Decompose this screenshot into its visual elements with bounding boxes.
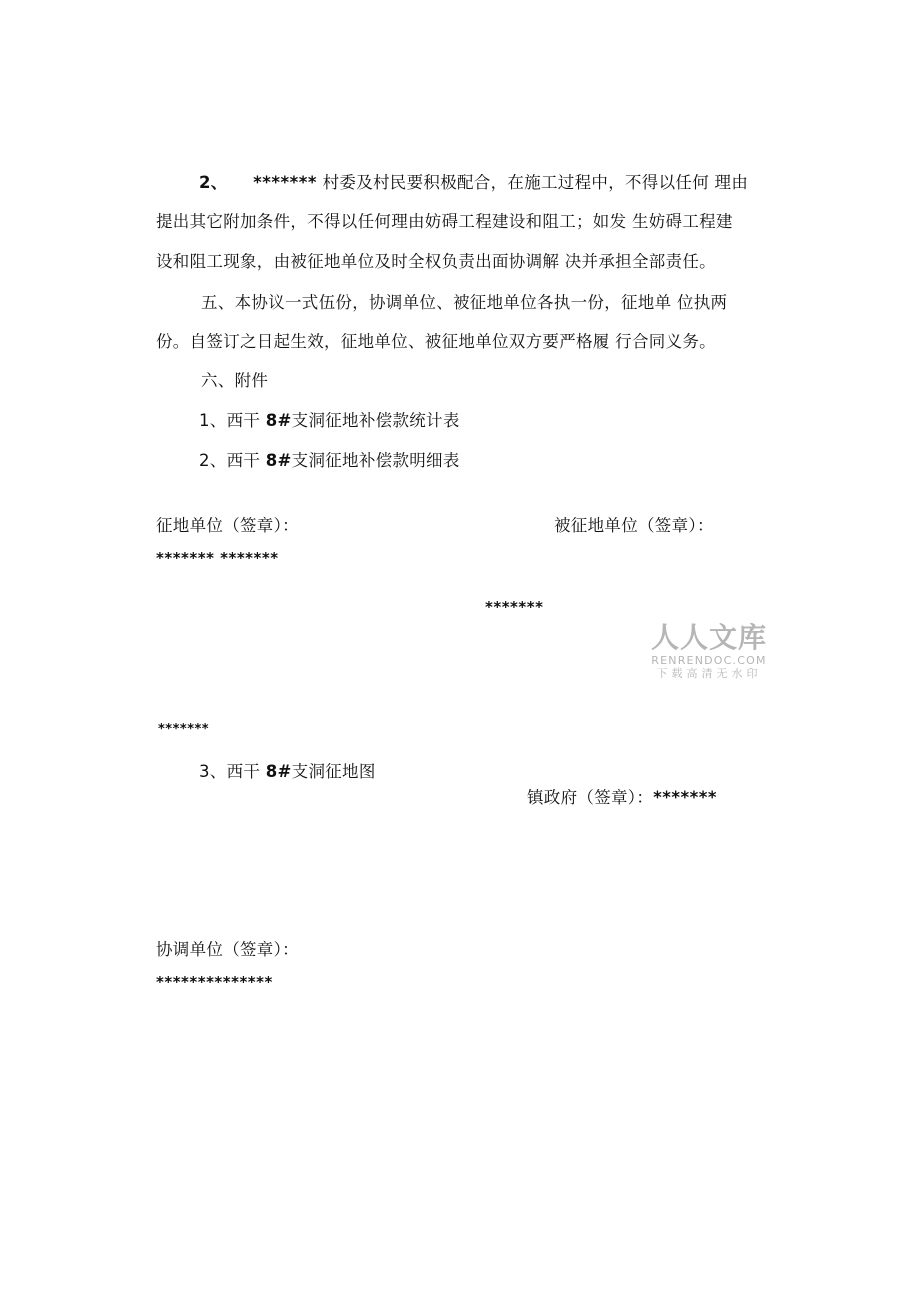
extra-signature-value: ******* [158,722,210,737]
expropriated-signature-value: ******* [485,598,544,616]
para5-line1: 五、本协议一式伍份，协调单位、被征地单位各执一份，征地单 位执两 [201,293,728,312]
town-government-label: 镇政府（签章）： [527,788,654,807]
watermark-subtitle: 下载高清无水印 [656,667,762,680]
attachment-item-3-prefix: 3、西干 [199,762,266,781]
renrendoc-watermark [646,622,772,681]
expropriator-signature-label: 征地单位（签章）： [156,516,299,535]
town-government-value: ******* [653,788,718,807]
attachment-item-2-code: 8# [265,451,292,470]
para2-line2: 提出其它附加条件，不得以任何理由妨碍工程建设和阻工；如发 生妨碍工程建 [156,212,733,231]
attachment-item-2 [199,451,460,471]
attachment-item-1-title: 支洞征地补偿款统计表 [291,411,460,430]
attachment-item-1-code: 8# [265,411,292,430]
para2-number: 2、 [199,173,228,192]
coordinator-signature-value: ************** [156,973,273,991]
attachment-item-3-code: 8# [265,762,292,781]
para2-line1 [199,173,748,193]
para2-line3: 设和阻工现象，由被征地单位及时全权负责出面协调解 决并承担全部责任。 [156,252,716,271]
attachment-item-1-prefix: 1、西干 [199,411,266,430]
para5-line2: 份。自签订之日起生效，征地单位、被征地单位双方要严格履 行合同义务。 [156,332,716,351]
expropriated-signature-label: 被征地单位（签章）： [554,516,714,535]
para2-redacted-name: ******* [253,173,318,192]
attachment-item-3 [199,762,376,782]
expropriator-signature-value: ******* ******* [156,549,279,567]
attachment-item-1 [199,411,460,431]
attachment-item-2-prefix: 2、西干 [199,451,266,470]
para2-line1-text: 村委及村民要积极配合，在施工过程中，不得以任何 理由 [317,173,749,192]
attachment-item-2-title: 支洞征地补偿款明细表 [291,451,460,470]
coordinator-signature-label: 协调单位（签章）： [156,940,299,959]
attachments-heading: 六、附件 [201,371,269,390]
town-government-signature [527,788,717,808]
watermark-site: RENRENDOC.COM [651,654,767,667]
attachment-item-3-title: 支洞征地图 [291,762,376,781]
watermark-title: 人人文库 [650,621,767,654]
